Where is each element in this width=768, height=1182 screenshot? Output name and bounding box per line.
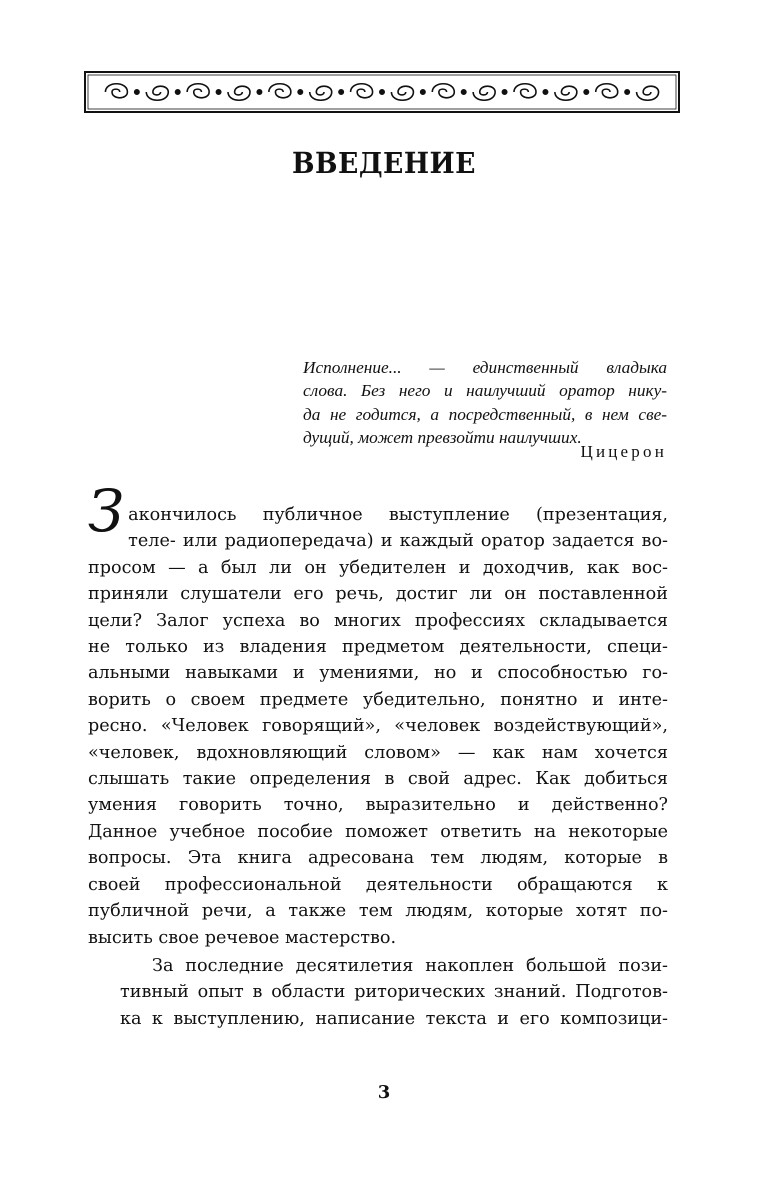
ornament-swirl <box>514 84 536 98</box>
ornament-dot <box>625 90 629 94</box>
epigraph-author: Цицерон <box>580 442 667 461</box>
page-number: 3 <box>377 1082 391 1103</box>
decorative-ornament-border <box>84 70 680 114</box>
ornament-swirl <box>432 84 454 98</box>
body-text <box>88 477 668 1032</box>
text-line: цели? Залог успеха во многих профессиях складывается <box>88 610 668 631</box>
epigraph-line: дущий, может превзойти наилучших. <box>303 427 582 447</box>
ornament-dot <box>502 90 506 94</box>
text-line: просом — а был ли он убедителен и доходчив, как вос- <box>88 557 668 578</box>
text-line: «человек, вдохновляющий словом» — как нам хочется <box>88 742 668 763</box>
paragraph-2 <box>88 953 668 1032</box>
text-line: публичной речи, а также тем людям, которые хотят по- <box>88 901 668 922</box>
ornament-dot <box>135 90 139 94</box>
ornament-swirl <box>105 84 127 98</box>
text-line: ка к выступлению, написание текста и его композици- <box>120 1008 668 1029</box>
ornament-dot <box>176 90 180 94</box>
text-line: акончилось публичное выступление (презентация, <box>128 505 668 525</box>
ornament-swirl <box>351 84 373 98</box>
text-line: вопросы. Эта книга адресована тем людям, которые в <box>88 848 668 869</box>
ornament-swirl <box>310 86 332 100</box>
ornament-swirl <box>146 86 168 100</box>
text-line: не только из владения предметом деятельности, специ- <box>88 637 668 658</box>
text-line: приняли слушатели его речь, достиг ли он поставленной <box>88 584 668 605</box>
ornament-dot <box>298 90 302 94</box>
ornament-dot <box>421 90 425 94</box>
ornament-swirl <box>187 84 209 98</box>
ornament-swirl <box>596 84 618 98</box>
ornament-swirl <box>637 86 659 100</box>
ornament-dot <box>257 90 261 94</box>
ornament-dot <box>584 90 588 94</box>
paragraph-1 <box>88 477 668 951</box>
epigraph-line: слова. Без него и наилучший оратор нику- <box>303 381 667 401</box>
drop-cap: З <box>88 477 125 545</box>
text-line: тивный опыт в области риторических знаний. Подготов- <box>120 982 668 1003</box>
ornament-swirl <box>473 86 495 100</box>
text-line: альными навыками и умениями, но и способностью го- <box>88 663 668 684</box>
text-line: умения говорить точно, выразительно и действенно? <box>88 795 668 816</box>
text-line: слышать такие определения в свой адрес. Как добиться <box>88 769 668 790</box>
text-line: ресно. «Человек говорящий», «человек воздействующий», <box>88 716 668 737</box>
ornament-dot <box>216 90 220 94</box>
ornament-swirl <box>269 84 291 98</box>
text-line: Данное учебное пособие поможет ответить на некоторые <box>88 821 668 842</box>
text-line: ворить о своем предмете убедительно, понятно и инте- <box>88 689 668 710</box>
chapter-title: ВВЕДЕНИЕ <box>292 146 476 180</box>
epigraph <box>303 356 667 449</box>
epigraph-line: да не годится, а посредственный, в нем све- <box>303 404 667 424</box>
text-line: теле- или радиопередача) и каждый оратор задается во- <box>128 531 668 552</box>
ornament-dot <box>543 90 547 94</box>
text-line: своей профессиональной деятельности обращаются к <box>88 874 668 895</box>
ornament-dot <box>339 90 343 94</box>
ornament-dot <box>380 90 384 94</box>
text-line: За последние десятилетия накоплен большой пози- <box>152 955 668 976</box>
ornament-dot <box>462 90 466 94</box>
ornament-swirl <box>391 86 413 100</box>
text-line: высить свое речевое мастерство. <box>88 927 397 948</box>
ornament-swirl <box>228 86 250 100</box>
epigraph-line: Исполнение... — единственный владыка <box>303 358 667 377</box>
ornament-swirl <box>555 86 577 100</box>
